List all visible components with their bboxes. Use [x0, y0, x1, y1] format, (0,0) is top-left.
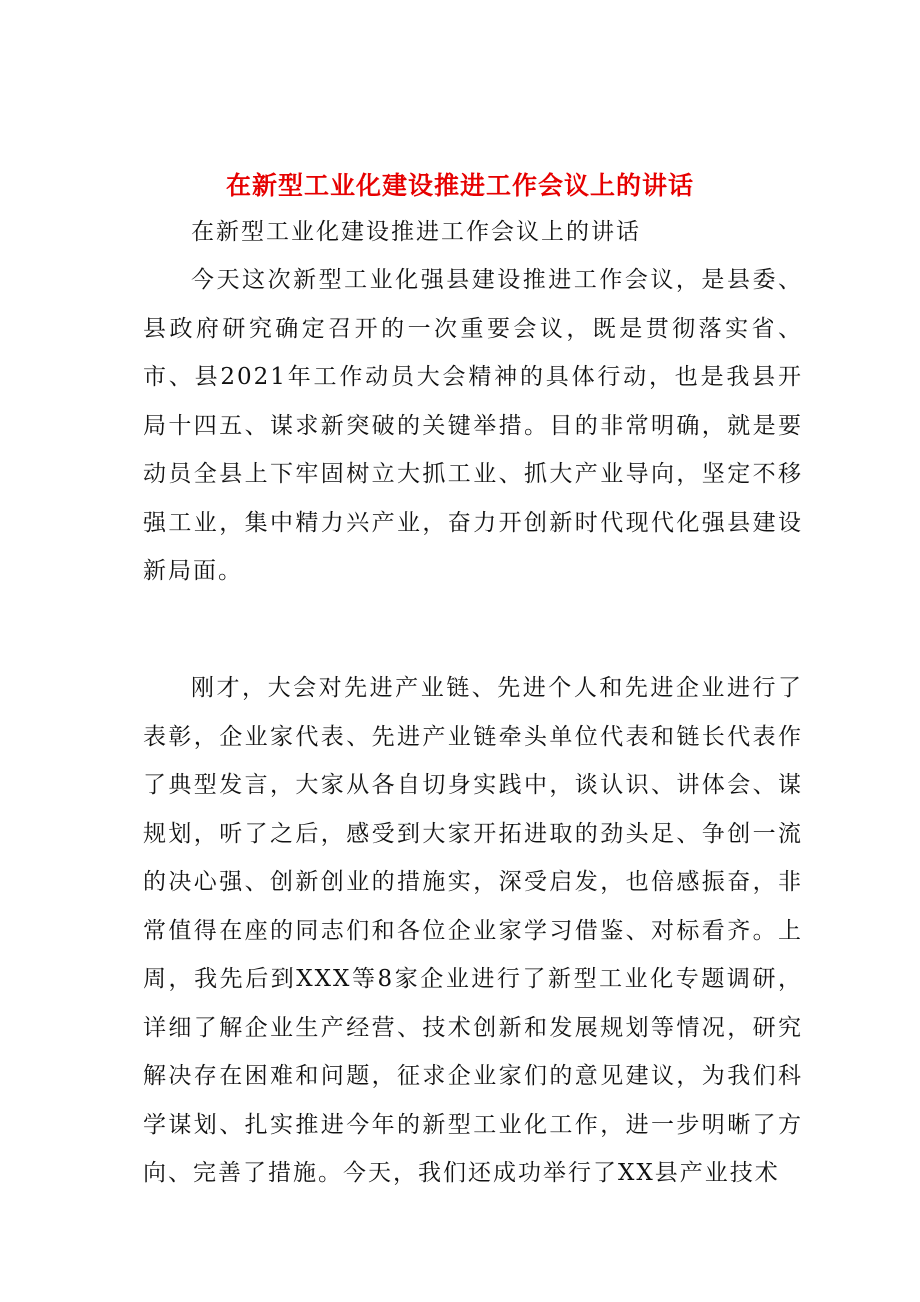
document-body-paragraph-1: [143, 256, 803, 596]
paragraph-2: 刚才，大会对先进产业链、先进个人和先进企业进行了表彰，企业家代表、先进产业链牵头单位代表和链长代表作了典型发言，大家从各自切身实践中，谈认识、讲体会、谋规划，听了之后，感受到大家开拓进取的劲头足、争创一流的决心强、创新创业的措施实，深受启发，也倍感振奋，非常值得在座的同志们和各位企业家学习借鉴、对标看齐。上周，我先后到XXX等8家企业进行了新型工业化专题调研，详细了解企业生产经营、技术创新和发展规划等情况，研究解决存在困难和问题，征求企业家们的意见建议，为我们科学谋划、扎实推进今年的新型工业化工作，进一步明晰了方向、完善了措施。今天，我们还成功举行了XX县产业技术: [143, 675, 803, 1186]
document-body-subtitle: [143, 208, 803, 257]
paragraph-1: 今天这次新型工业化强县建设推进工作会议，是县委、县政府研究确定召开的一次重要会议，既是贯彻落实省、市、县2021年工作动员大会精神的具体行动，也是我县开局十四五、谋求新突破的关键举措。目的非常明确，就是要动员全县上下牢固树立大抓工业、抓大产业导向，坚定不移强工业，集中精力兴产业，奋力开创新时代现代化强县建设新局面。: [143, 267, 803, 584]
document-body-paragraph-2: [143, 664, 803, 1198]
subtitle-paragraph: 在新型工业化建设推进工作会议上的讲话: [191, 219, 641, 245]
document-title: 在新型工业化建设推进工作会议上的讲话: [225, 171, 694, 200]
